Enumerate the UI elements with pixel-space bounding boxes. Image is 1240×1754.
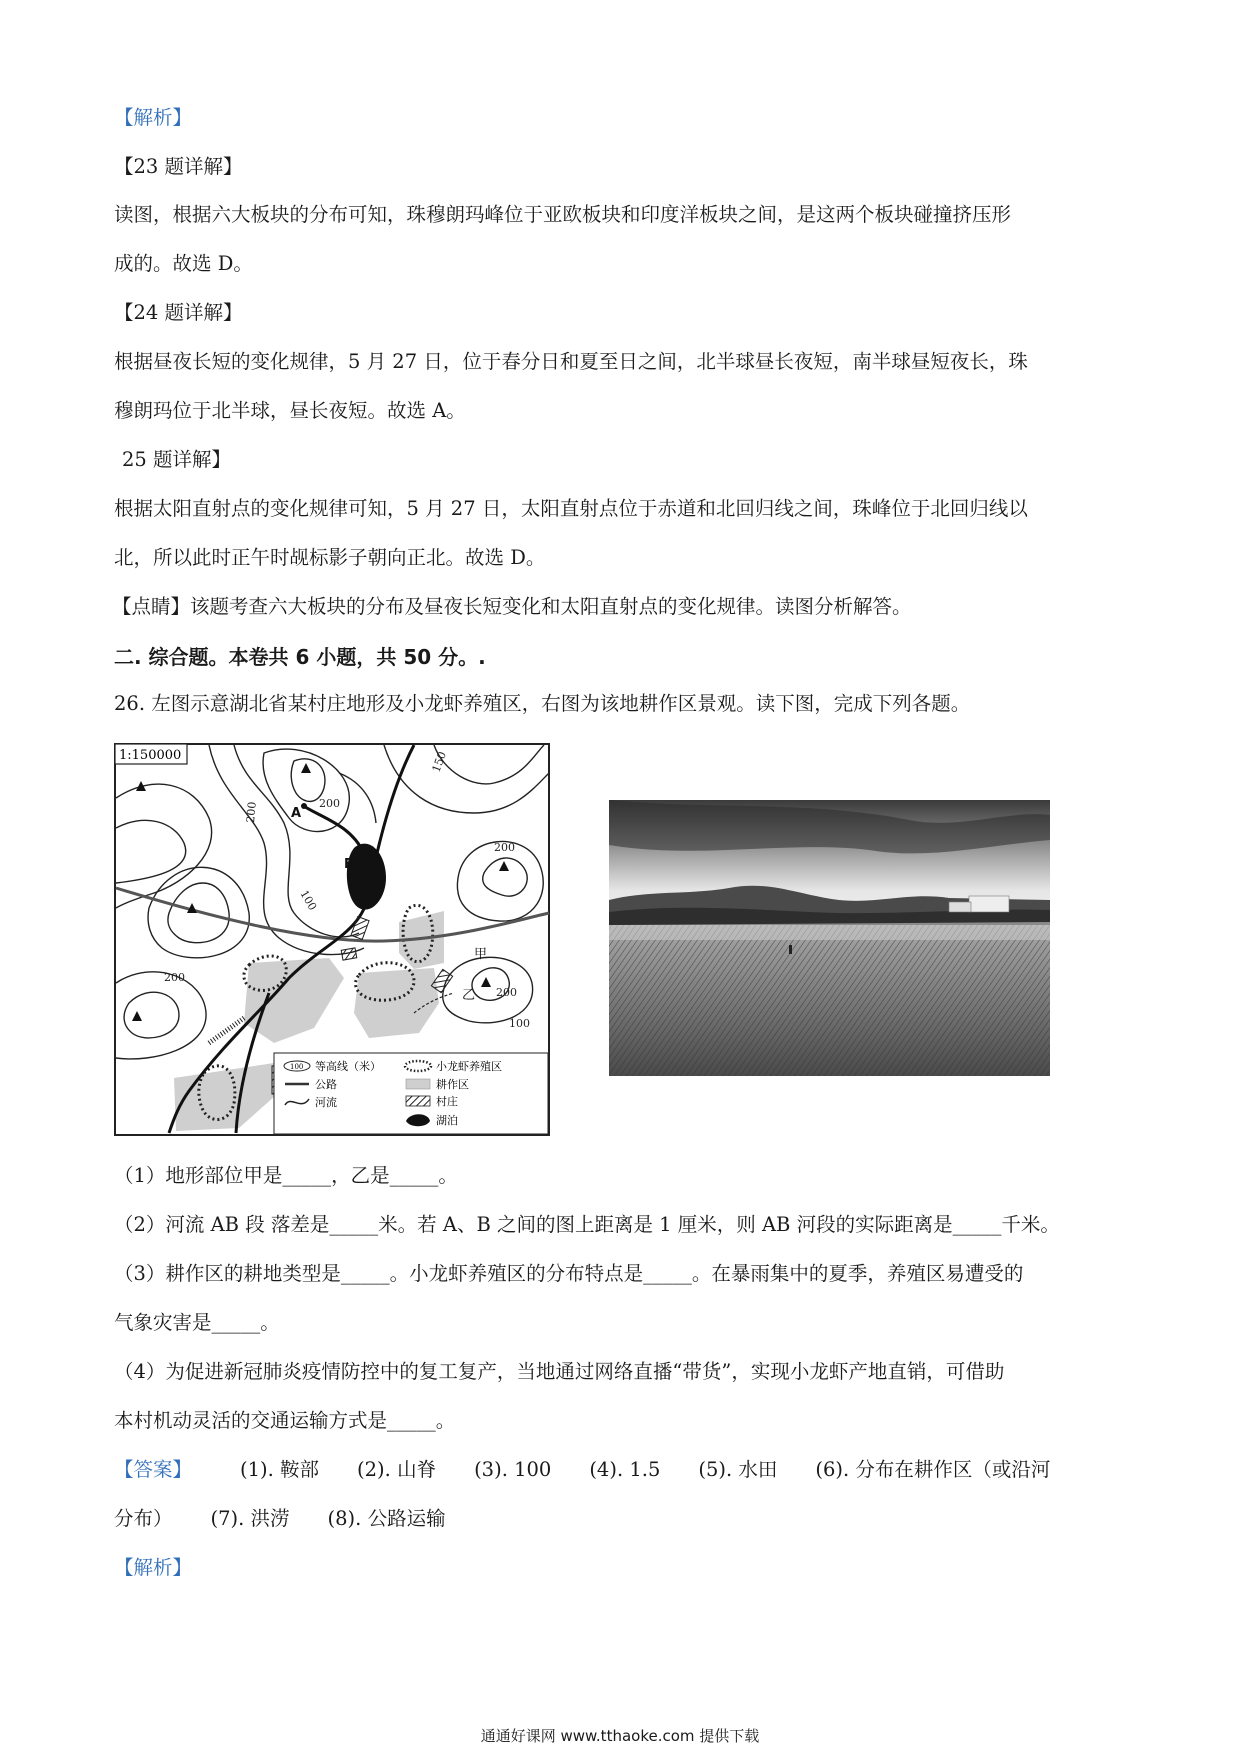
legend-river: 河流: [315, 1096, 337, 1109]
dianjing-tag: 【点睛】: [112, 595, 191, 618]
q25-title: 25 题详解】: [122, 448, 232, 471]
q26-sub1: （1）地形部位甲是_____，乙是_____。: [114, 1164, 458, 1187]
part2-heading: 二. 综合题。本卷共 6 小题，共 50 分。.: [114, 645, 486, 669]
dianjing-text: 该题考查六大板块的分布及昼夜长短变化和太阳直射点的变化规律。读图分析解答。: [190, 595, 912, 618]
contour-label: 200: [164, 971, 185, 984]
map-legend: [274, 1053, 548, 1134]
answer-item: 分布）: [114, 1507, 173, 1530]
q25-text-line1: 根据太阳直射点的变化规律可知，5 月 27 日，太阳直射点位于赤道和北回归线之间，珠峰位于北回归线以: [114, 497, 1028, 520]
answer-item: (5). 水田: [698, 1458, 778, 1481]
farmland-photo: [609, 800, 1050, 1076]
q24-text-line2: 穆朗玛位于北半球，昼长夜短。故选 A。: [114, 399, 466, 422]
answer-line1: [114, 1455, 1050, 1485]
contour-label: 150: [429, 749, 450, 775]
q26-sub4-line1: （4）为促进新冠肺炎疫情防控中的复工复产，当地通过网络直播“带货”，实现小龙虾产地直销，可借助: [114, 1360, 1005, 1383]
yi-label: 乙: [462, 988, 476, 1003]
answer-item: (7). 洪涝: [210, 1507, 290, 1530]
q26-sub4-line2: 本村机动灵活的交通运输方式是_____。: [114, 1409, 456, 1432]
q23-title: 【23 题详解】: [114, 155, 243, 178]
answer-item: (1). 鞍部: [240, 1458, 320, 1481]
legend-village: 村庄: [436, 1095, 458, 1108]
page-footer: 通通好课网 www.tthaoke.com 提供下载: [480, 1727, 760, 1745]
contour-label: 200: [319, 797, 340, 810]
jia-label: 甲: [474, 947, 488, 962]
legend-road: 公路: [315, 1078, 337, 1091]
jiexi-tag-1: 【解析】: [114, 106, 193, 129]
answer-tag: 【答案】: [114, 1458, 193, 1481]
answer-item: (6). 分布在耕作区（或沿河: [815, 1458, 1051, 1481]
terrain-map: [114, 743, 550, 1136]
contour-label: 100: [297, 888, 320, 913]
contour-label: 200: [496, 986, 517, 999]
map-scale: 1:150000: [119, 748, 182, 763]
answer-item: (8). 公路运输: [327, 1507, 446, 1530]
point-a-label: A: [291, 806, 302, 821]
q23-text-line1: 读图，根据六大板块的分布可知，珠穆朗玛峰位于亚欧板块和印度洋板块之间，是这两个板块碰撞挤压形: [114, 203, 1012, 226]
legend-farmland: 耕作区: [436, 1078, 469, 1091]
answer-item: (3). 100: [474, 1458, 552, 1481]
q26-sub2: （2）河流 AB 段 落差是_____米。若 A、B 之间的图上距离是 1 厘米，则 AB 河段的实际距离是_____千米。: [114, 1213, 1060, 1236]
answer-item: (2). 山脊: [357, 1458, 437, 1481]
answer-item: (4). 1.5: [589, 1458, 661, 1481]
contour-label: 200: [494, 841, 515, 854]
dianjing: [112, 592, 912, 622]
q24-text-line1: 根据昼夜长短的变化规律，5 月 27 日，位于春分日和夏至日之间，北半球昼长夜短，南半球昼短夜长，珠: [114, 350, 1028, 373]
contour-label: 100: [509, 1017, 530, 1030]
q26-stem: 26. 左图示意湖北省某村庄地形及小龙虾养殖区，右图为该地耕作区景观。读下图，完成下列各题。: [114, 692, 971, 715]
contour-label: 200: [244, 801, 259, 824]
q26-sub3-line1: （3）耕作区的耕地类型是_____。小龙虾养殖区的分布特点是_____。在暴雨集中的夏季，养殖区易遭受的: [114, 1262, 1024, 1285]
q26-sub3-line2: 气象灾害是_____。: [114, 1311, 280, 1334]
legend-contour: 等高线（米）: [315, 1060, 381, 1073]
legend-contour-sample: 100: [290, 1063, 304, 1071]
point-b-label: B: [344, 857, 354, 872]
legend-lake: 湖泊: [436, 1114, 458, 1127]
q25-text-line2: 北，所以此时正午时觇标影子朝向正北。故选 D。: [114, 546, 546, 569]
answer-line2: [114, 1504, 446, 1534]
q24-title: 【24 题详解】: [114, 301, 243, 324]
jiexi-tag-2: 【解析】: [114, 1556, 193, 1579]
legend-shrimp: 小龙虾养殖区: [436, 1060, 502, 1073]
q23-text-line2: 成的。故选 D。: [114, 252, 253, 275]
